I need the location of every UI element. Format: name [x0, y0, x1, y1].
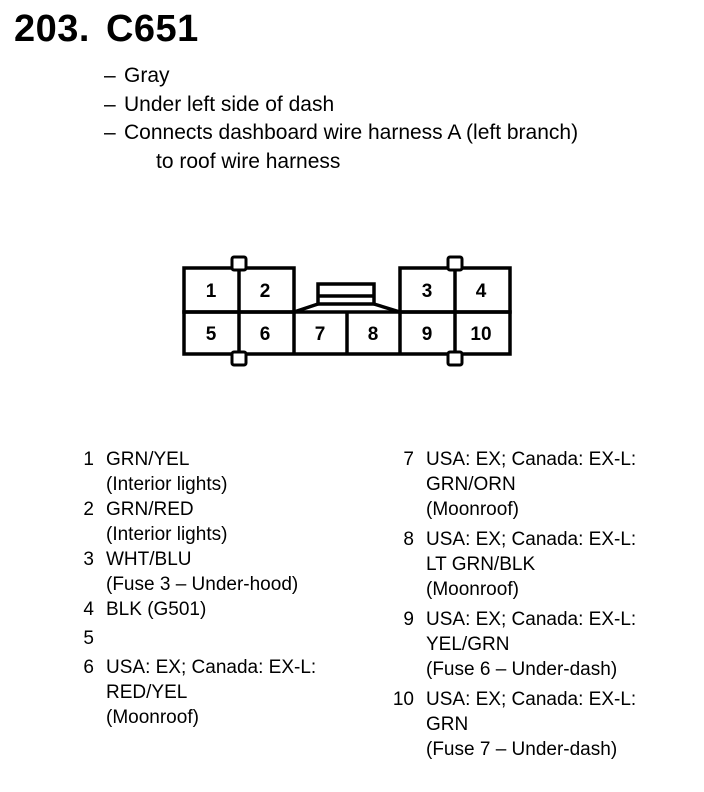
pin-number: 5 [83, 628, 94, 649]
pin-number: 10 [392, 689, 414, 710]
pin-list-right [392, 447, 692, 762]
pin-entry [72, 547, 372, 597]
wire-color: LT GRN/BLK [426, 554, 536, 575]
pin-entry [72, 497, 372, 547]
description-connects: – Connects dashboard wire harness A (left branch) to roof wire harness [104, 121, 579, 173]
pin-number: 2 [83, 499, 94, 520]
circuit-note: (Fuse 6 – Under-dash) [426, 659, 618, 680]
cavity-1: 1 [205, 281, 217, 302]
application-note: USA: EX; Canada: EX-L: [426, 449, 637, 470]
circuit-note: (Moonroof) [106, 707, 199, 728]
pin-entry [72, 597, 372, 622]
pin-entry [392, 687, 692, 762]
wire-color: GRN [426, 714, 469, 735]
cavity-6: 6 [259, 324, 271, 345]
description-location: – Under left side of dash [104, 91, 578, 120]
application-note: USA: EX; Canada: EX-L: [426, 689, 637, 710]
cavity-8: 8 [367, 324, 379, 345]
pin-entry [392, 447, 692, 522]
bullet-dash: – [104, 92, 116, 116]
wire-color: BLK (G501) [106, 599, 207, 620]
connector-outline [184, 268, 510, 354]
tab-bottom-left [232, 352, 246, 365]
cavity-3: 3 [421, 281, 433, 302]
pin-entry [392, 607, 692, 682]
connector-number: 203. [14, 8, 90, 50]
circuit-note: (Moonroof) [426, 579, 519, 600]
wire-color: GRN/ORN [426, 474, 516, 495]
cavity-10: 10 [470, 324, 492, 345]
cavity-5: 5 [205, 324, 217, 345]
pin-entry [392, 527, 692, 602]
cavity-2: 2 [259, 281, 271, 302]
application-note: USA: EX; Canada: EX-L: [426, 609, 637, 630]
circuit-note: (Moonroof) [426, 499, 519, 520]
wire-color: GRN/YEL [106, 449, 190, 470]
circuit-note: (Fuse 3 – Under-hood) [106, 574, 299, 595]
pin-number: 8 [403, 529, 414, 550]
pin-number: 4 [83, 599, 94, 620]
description-color: – Gray [104, 62, 578, 91]
wire-color: YEL/GRN [426, 634, 510, 655]
circuit-note: (Fuse 7 – Under-dash) [426, 739, 618, 760]
pin-entry [72, 447, 372, 497]
application-note: USA: EX; Canada: EX-L: [106, 657, 317, 678]
tab-bottom-right [448, 352, 462, 365]
circuit-note: (Interior lights) [106, 524, 228, 545]
pin-number: 7 [403, 449, 414, 470]
pin-number: 9 [403, 609, 414, 630]
cavity-7: 7 [314, 324, 326, 345]
wire-color: RED/YEL [106, 682, 188, 703]
pin-list-left [72, 447, 372, 730]
connector-id: C651 [105, 8, 199, 50]
cavity-9: 9 [421, 324, 433, 345]
bullet-dash: – [104, 121, 116, 144]
wire-color: WHT/BLU [106, 549, 192, 570]
pin-entry [72, 626, 372, 651]
cavity-4: 4 [475, 281, 487, 302]
pin-number: 1 [83, 449, 94, 470]
pin-number: 6 [83, 657, 94, 678]
pin-entry [72, 655, 372, 730]
application-note: USA: EX; Canada: EX-L: [426, 529, 637, 550]
tab-top-right [448, 257, 462, 270]
center-key [318, 284, 374, 304]
wire-color [106, 626, 372, 651]
wire-color: GRN/RED [106, 499, 194, 520]
tab-top-left [232, 257, 246, 270]
bullet-dash: – [104, 64, 116, 87]
pin-number: 3 [83, 549, 94, 570]
circuit-note: (Interior lights) [106, 474, 228, 495]
